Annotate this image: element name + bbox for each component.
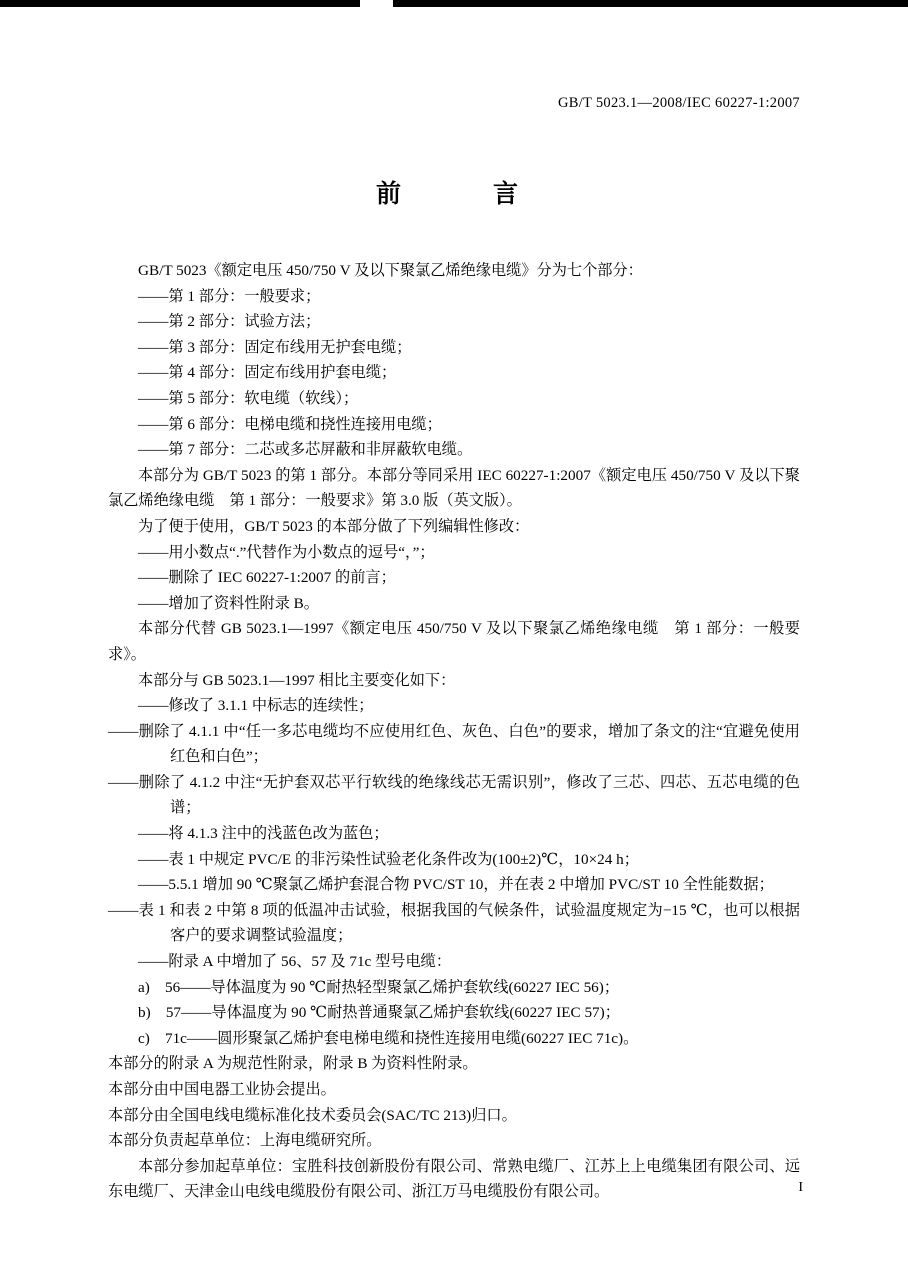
foreword-paragraph: 本部分由全国电线电缆标准化技术委员会(SAC/TC 213)归口。 (108, 1106, 517, 1124)
foreword-paragraph: 本部分负责起草单位：上海电缆研究所。 (108, 1132, 382, 1150)
foreword-body (108, 258, 800, 1205)
page-number: I (798, 1180, 803, 1195)
foreword-paragraph: b) 57——导体温度为 90 ℃耐热普通聚氯乙烯护套软线(60227 IEC 57)； (138, 1004, 620, 1022)
foreword-paragraph: ——删除了 IEC 60227-1:2007 的前言； (138, 569, 396, 587)
foreword-paragraph: 本部分为 GB/T 5023 的第 1 部分。本部分等同采用 IEC 60227-1:2007《额定电压 450/750 V 及以下聚氯乙烯绝缘电缆 第 1 部分：一般要求》第 3.0 版（英文版）。 (108, 466, 800, 510)
page-title: 前 言 (375, 179, 532, 208)
foreword-paragraph: 本部分参加起草单位：宝胜科技创新股份有限公司、常熟电缆厂、江苏上上电缆集团有限公司、远东电缆厂、天津金山电线电缆股份有限公司、浙江万马电缆股份有限公司。 (108, 1157, 800, 1201)
foreword-paragraph: ——修改了 3.1.1 中标志的连续性； (138, 697, 374, 715)
foreword-paragraph: ——删除了 4.1.2 中注“无护套双芯平行软线的绝缘线芯无需识别”，修改了三芯、四芯、五芯电缆的色谱； (108, 773, 800, 817)
page-header-standard-code: GB/T 5023.1—2008/IEC 60227-1:2007 (557, 95, 800, 111)
foreword-paragraph: ——删除了 4.1.1 中“任一多芯电缆均不应使用红色、灰色、白色”的要求，增加了条文的注“宜避免使用红色和白色”； (108, 722, 800, 766)
foreword-paragraph: ——表 1 中规定 PVC/E 的非污染性试验老化条件改为(100±2)℃，10×24 h； (138, 850, 639, 868)
foreword-paragraph: c) 71c——圆形聚氯乙烯护套电梯电缆和挠性连接用电缆(60227 IEC 71c)。 (138, 1029, 639, 1047)
foreword-paragraph: 本部分代替 GB 5023.1—1997《额定电压 450/750 V 及以下聚氯乙烯绝缘电缆 第 1 部分：一般要求》。 (108, 620, 800, 663)
foreword-paragraph: 本部分与 GB 5023.1—1997 相比主要变化如下： (138, 671, 456, 689)
foreword-paragraph: 为了便于使用，GB/T 5023 的本部分做了下列编辑性修改： (138, 517, 530, 535)
foreword-paragraph: GB/T 5023《额定电压 450/750 V 及以下聚氯乙烯绝缘电缆》分为七个部分： (138, 262, 643, 279)
foreword-paragraph: a) 56——导体温度为 90 ℃耐热轻型聚氯乙烯护套软线(60227 IEC 56)； (138, 978, 620, 996)
foreword-paragraph: ——第 4 部分：固定布线用护套电缆； (138, 364, 397, 382)
foreword-paragraph: ——第 7 部分：二芯或多芯屏蔽和非屏蔽软电缆。 (138, 441, 473, 459)
page-content (108, 0, 800, 1205)
foreword-paragraph: 本部分由中国电器工业协会提出。 (108, 1081, 336, 1098)
foreword-paragraph: ——第 6 部分：电梯电缆和挠性连接用电缆； (138, 415, 442, 433)
foreword-paragraph: ——第 5 部分：软电缆（软线）； (138, 389, 359, 407)
foreword-paragraph: ——表 1 和表 2 中第 8 项的低温冲击试验，根据我国的气候条件，试验温度规定为−15 ℃，也可以根据客户的要求调整试验温度； (108, 901, 800, 945)
foreword-paragraph: ——第 3 部分：固定布线用无护套电缆； (138, 338, 412, 356)
foreword-paragraph: ——用小数点“.”代替作为小数点的逗号“，”； (138, 543, 435, 561)
foreword-paragraph: ——5.5.1 增加 90 ℃聚氯乙烯护套混合物 PVC/ST 10，并在表 2 中增加 PVC/ST 10 全性能数据； (138, 876, 774, 894)
foreword-paragraph: ——将 4.1.3 注中的浅蓝色改为蓝色； (138, 825, 389, 843)
foreword-paragraph: ——增加了资料性附录 B。 (138, 594, 319, 612)
foreword-paragraph: 本部分的附录 A 为规范性附录，附录 B 为资料性附录。 (108, 1055, 478, 1073)
foreword-paragraph: ——第 2 部分：试验方法； (138, 313, 321, 331)
foreword-paragraph: ——第 1 部分：一般要求； (138, 287, 321, 305)
foreword-paragraph: ——附录 A 中增加了 56、57 及 71c 型号电缆： (138, 953, 452, 971)
